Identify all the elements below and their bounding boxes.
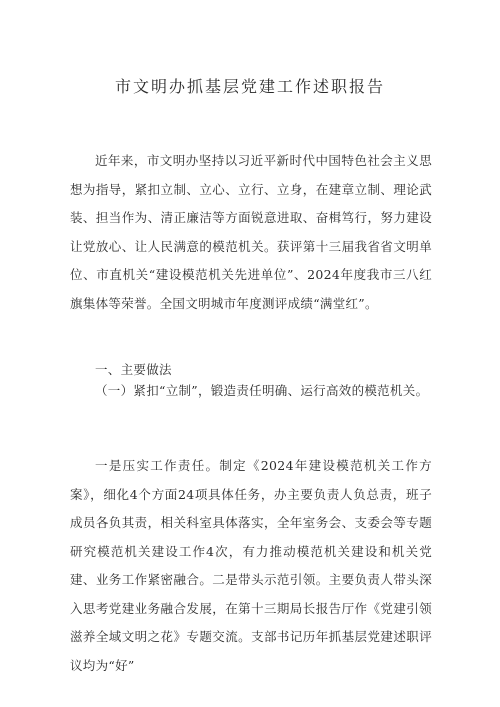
intro-paragraph: 近年来，市文明办坚持以习近平新时代中国特色社会主义思想为指导，紧扣立制、立心、立行、立身，在建章立制、理论武装、担当作为、清正廉洁等方面锐意进取、奋楫笃行，努力建设让党放心、让人民满意的模范机关。获评第十三届我省省文明单位、市直机关“建设模范机关先进单位”、2024年度我市三八红旗集体等荣誉。全国文明城市年度测评成绩“满堂红”。 xyxy=(70,153,432,311)
subsection-heading: （一）紧扣“立制”，锻造责任明确、运行高效的模范机关。 xyxy=(95,383,429,398)
section-heading: 一、主要做法 xyxy=(95,362,172,377)
document-title: 市文明办抓基层党建工作述职报告 xyxy=(114,77,385,96)
body-paragraph: 一是压实工作责任。制定《2024年建设模范机关工作方案》，细化4个方面24项具体任务，办主要负责人负总责，班子成员各负其责，相关科室具体落实，全年室务会、支委会等专题研究模范机关建设工作4次，有力推动模范机关建设和机关党建、业务工作紧密融合。二是带头示范引领。主要负责人带头深入思考党建业务融合发展，在第十三期局长报告厅作《党建引领滋养全域文明之花》专题交流。支部书记历年抓基层党建述职评议均为“好” xyxy=(70,458,432,673)
